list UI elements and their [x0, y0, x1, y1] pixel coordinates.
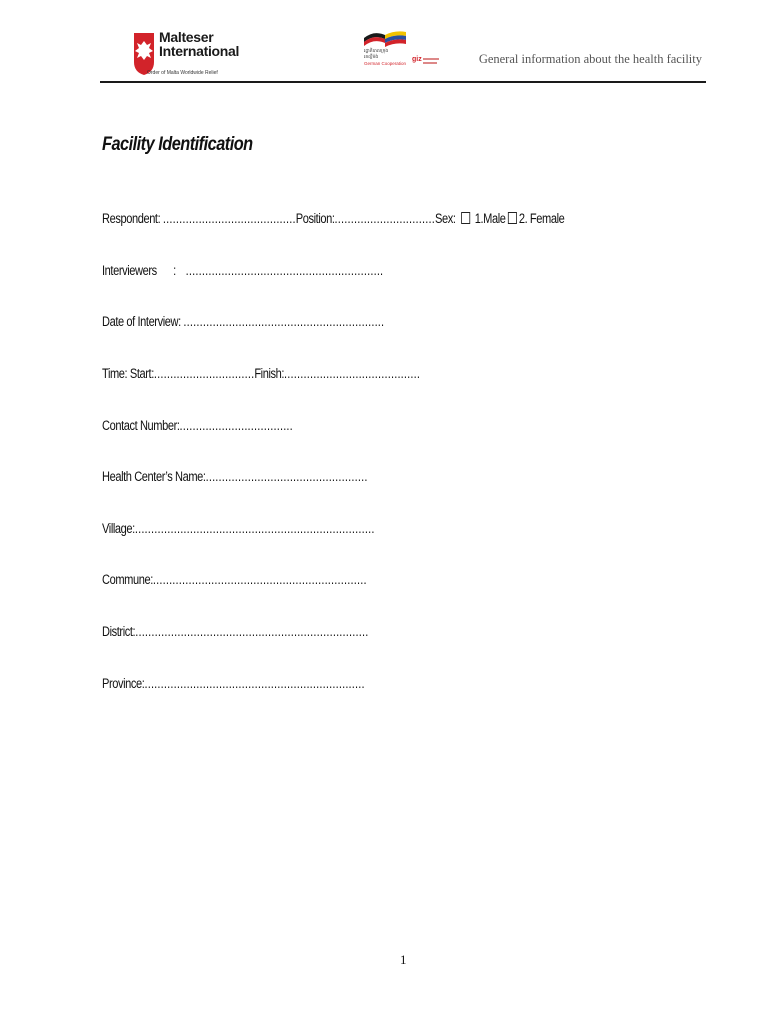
respondent-label: Respondent: [102, 211, 163, 226]
district-field[interactable]: ........................................................................ [135, 624, 369, 639]
respondent-row [102, 211, 564, 226]
partner-text-line3: German Cooperation [364, 61, 407, 66]
hc-name-label: Health Center’s Name: [102, 469, 206, 484]
province-row [102, 676, 365, 691]
respondent-field[interactable]: ......................................... [162, 211, 296, 226]
village-field[interactable]: .......................................................................... [134, 521, 375, 536]
commune-row [102, 572, 367, 587]
hc-name-field[interactable]: .................................................. [205, 469, 368, 484]
finish-label: Finish: [254, 366, 285, 381]
page-number: 1 [400, 952, 407, 967]
date-field[interactable]: .............................................................. [183, 314, 385, 329]
date-label: Date of Interview: [102, 314, 184, 329]
partner-text-line1: រដ្ឋាភិបាលក្រុង [364, 48, 389, 53]
interviewers-colon: : [173, 263, 176, 278]
interviewers-field[interactable]: ............................................................. [185, 263, 384, 278]
commune-label: Commune: [102, 572, 153, 587]
village-label: Village: [102, 521, 135, 536]
page-header [0, 0, 770, 90]
province-field[interactable]: .................................................................... [144, 676, 365, 691]
time-start-field[interactable]: ............................... [153, 366, 255, 381]
partner-text-line2: អាល្លឺម៉ង់ [364, 54, 379, 59]
district-row [102, 624, 368, 639]
date-row [102, 314, 384, 329]
org-subtitle: Order of Malta Worldwide Relief [147, 70, 218, 76]
org-name [159, 30, 239, 58]
interviewers-label: Interviewers [102, 263, 157, 278]
position-field[interactable]: ............................... [334, 211, 435, 226]
giz-text-block [423, 58, 439, 60]
finish-field[interactable]: .......................................... [284, 366, 421, 381]
male-label: 1.Male [472, 211, 509, 226]
section-title: Facility Identification [102, 134, 253, 155]
time-start-label: Time: Start: [102, 366, 154, 381]
district-label: District: [102, 624, 136, 639]
time-row [102, 366, 420, 381]
header-divider [100, 81, 706, 83]
sex-label: Sex: [434, 211, 459, 226]
hc-name-row [102, 469, 368, 484]
contact-label: Contact Number: [102, 418, 180, 433]
contact-field[interactable]: ................................... [179, 418, 293, 433]
malteser-logo [133, 29, 240, 80]
commune-field[interactable]: .................................................................. [152, 572, 367, 587]
german-flag-icon [364, 30, 406, 48]
giz-text-block-2 [423, 62, 437, 64]
contact-row [102, 418, 293, 433]
org-name-line1: Malteser [159, 29, 214, 45]
village-row [102, 521, 375, 536]
male-checkbox[interactable] [461, 212, 470, 224]
giz-logo: giz [412, 56, 422, 63]
female-label: 2. Female [518, 211, 565, 226]
header-title: General information about the health facility [478, 52, 702, 66]
position-label: Position: [295, 211, 335, 226]
female-checkbox[interactable] [508, 212, 517, 224]
interviewers-row [102, 263, 383, 278]
partner-logos [362, 30, 442, 75]
org-name-line2: International [159, 43, 240, 59]
province-label: Province: [102, 676, 145, 691]
